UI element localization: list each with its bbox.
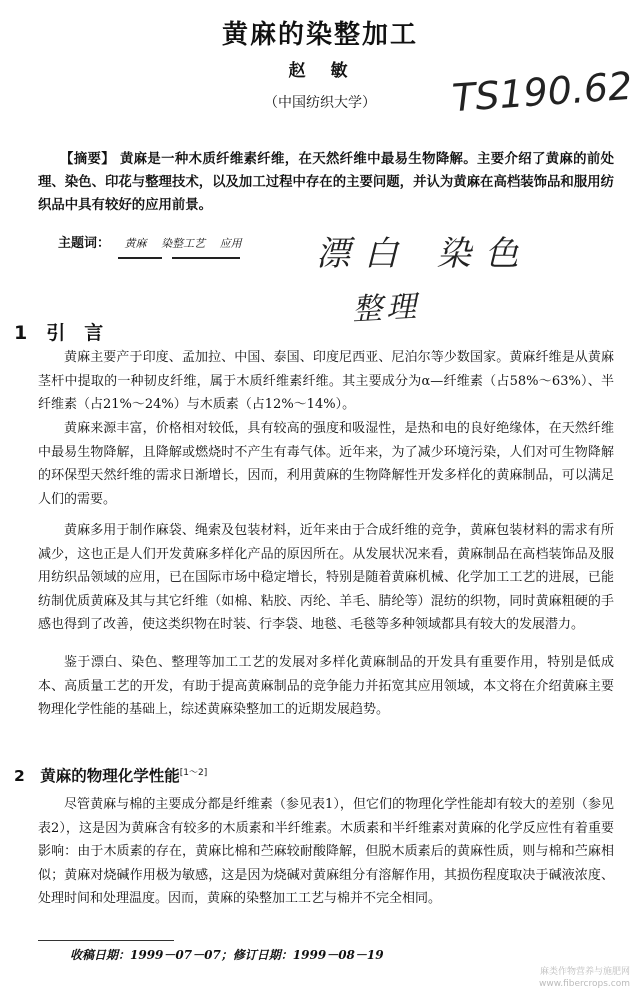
section-1-heading: 1 引 言 (14, 322, 104, 344)
author-affiliation: （中国纺织大学） (264, 95, 376, 111)
keyword-item: 染整工艺 (161, 237, 206, 250)
keyword-underline (172, 257, 240, 259)
section-1-paragraph-3: 黄麻多用于制作麻袋、绳索及包装材料，近年来由于合成纤维的竞争，黄麻包装材料的需求有所减少，这也正是人们开发黄麻多样化产品的原因所在。从发展状况来看，黄麻制品在高档装饰品及服用纺织品领域的应用，已在国际市场中稳定增长，特别是随着黄麻机械、化学加工工艺的进展，已能纺制优质黄麻及其与其它纤维（如棉、粘胶、丙纶、羊毛、腈纶等）混纺的织物，同时黄麻粗硬的手感也得到了改善，使这类织物在时装、行李袋、地毯、毛毯等多种领域都具有较大的发展潜力。 (38, 523, 614, 632)
section-2-title: 2 黄麻的物理化学性能 (14, 767, 180, 785)
site-watermark (539, 966, 630, 990)
received-date-footnote: 收稿日期：1999－07－07；修订日期：1999－08－19 (70, 948, 384, 962)
section-2-paragraph-1: 尽管黄麻与棉的主要成分都是纤维素（参见表1），但它们的物理化学性能却有较大的差别（参见表2），这是因为黄麻含有较多的木质素和半纤维素。木质素和半纤维素对黄麻的化学反应性有着重要影响：由于木质素的存在，黄麻比棉和苎麻较耐酸降解，但脱木质素后的黄麻性质，则与棉和苎麻相似；黄麻对烧碱作用极为敏感，这是因为烧碱对黄麻组分有溶解作用，其损伤程度取决于碱液浓度、处理时间和处理温度。因而，黄麻的染整加工工艺与棉并不完全相同。 (38, 797, 614, 906)
handwritten-note-bleach-dye: 漂白 染色 (316, 234, 533, 274)
section-1-paragraph-2: 黄麻来源丰富，价格相对较低，具有较高的强度和吸湿性，是热和电的良好绝缘体，在天然纤维中最易生物降解，且降解或燃烧时不产生有毒气体。近年来，为了减少环境污染，人们对可生物降解的环保型天然纤维的需求日渐增长，因而，利用黄麻的生物降解性开发多样化的黄麻制品，可以满足人们的需要。 (38, 421, 614, 507)
handwritten-classification-code: TS190.62 (450, 63, 634, 121)
abstract (38, 148, 614, 217)
abstract-text: 黄麻是一种木质纤维素纤维，在天然纤维中最易生物降解。主要介绍了黄麻的前处理、染色、印花与整理技术，以及加工过程中存在的主要问题，并认为黄麻在高档装饰品和服用纺织品中具有较好的应用前景。 (38, 152, 615, 213)
author-name: 赵 敏 (288, 61, 352, 81)
footnote-rule (38, 940, 174, 941)
paper-title: 黄麻的染整加工 (221, 20, 418, 50)
section-2-heading (14, 764, 207, 786)
watermark-line-2: www.fibercrops.com (539, 979, 630, 989)
keyword-item: 黄麻 (124, 237, 147, 250)
handwritten-note-finishing: 整理 (351, 289, 422, 328)
keyword-item: 应用 (219, 237, 242, 250)
section-2-citation: [1～2] (179, 767, 208, 778)
keywords (58, 232, 242, 251)
watermark-line-1: 麻类作物营养与施肥网 (539, 967, 630, 977)
abstract-label: 【摘要】 (60, 152, 115, 167)
section-1-paragraph-1: 黄麻主要产于印度、孟加拉、中国、泰国、印度尼西亚、尼泊尔等少数国家。黄麻纤维是从黄麻茎杆中提取的一种韧皮纤维，属于木质纤维素纤维。其主要成分为α—纤维素（占58%～63%）、半纤维素（占21%～24%）与木质素（占12%～14%）。 (38, 350, 614, 412)
keywords-label: 主题词： (58, 236, 111, 251)
section-1-paragraph-4: 鉴于漂白、染色、整理等加工工艺的发展对多样化黄麻制品的开发具有重要作用，特别是低成本、高质量工艺的开发，有助于提高黄麻制品的竞争能力并拓宽其应用领域，本文将在介绍黄麻主要物理化学性能的基础上，综述黄麻染整加工的近期发展趋势。 (38, 655, 614, 717)
keyword-underline (118, 257, 162, 259)
